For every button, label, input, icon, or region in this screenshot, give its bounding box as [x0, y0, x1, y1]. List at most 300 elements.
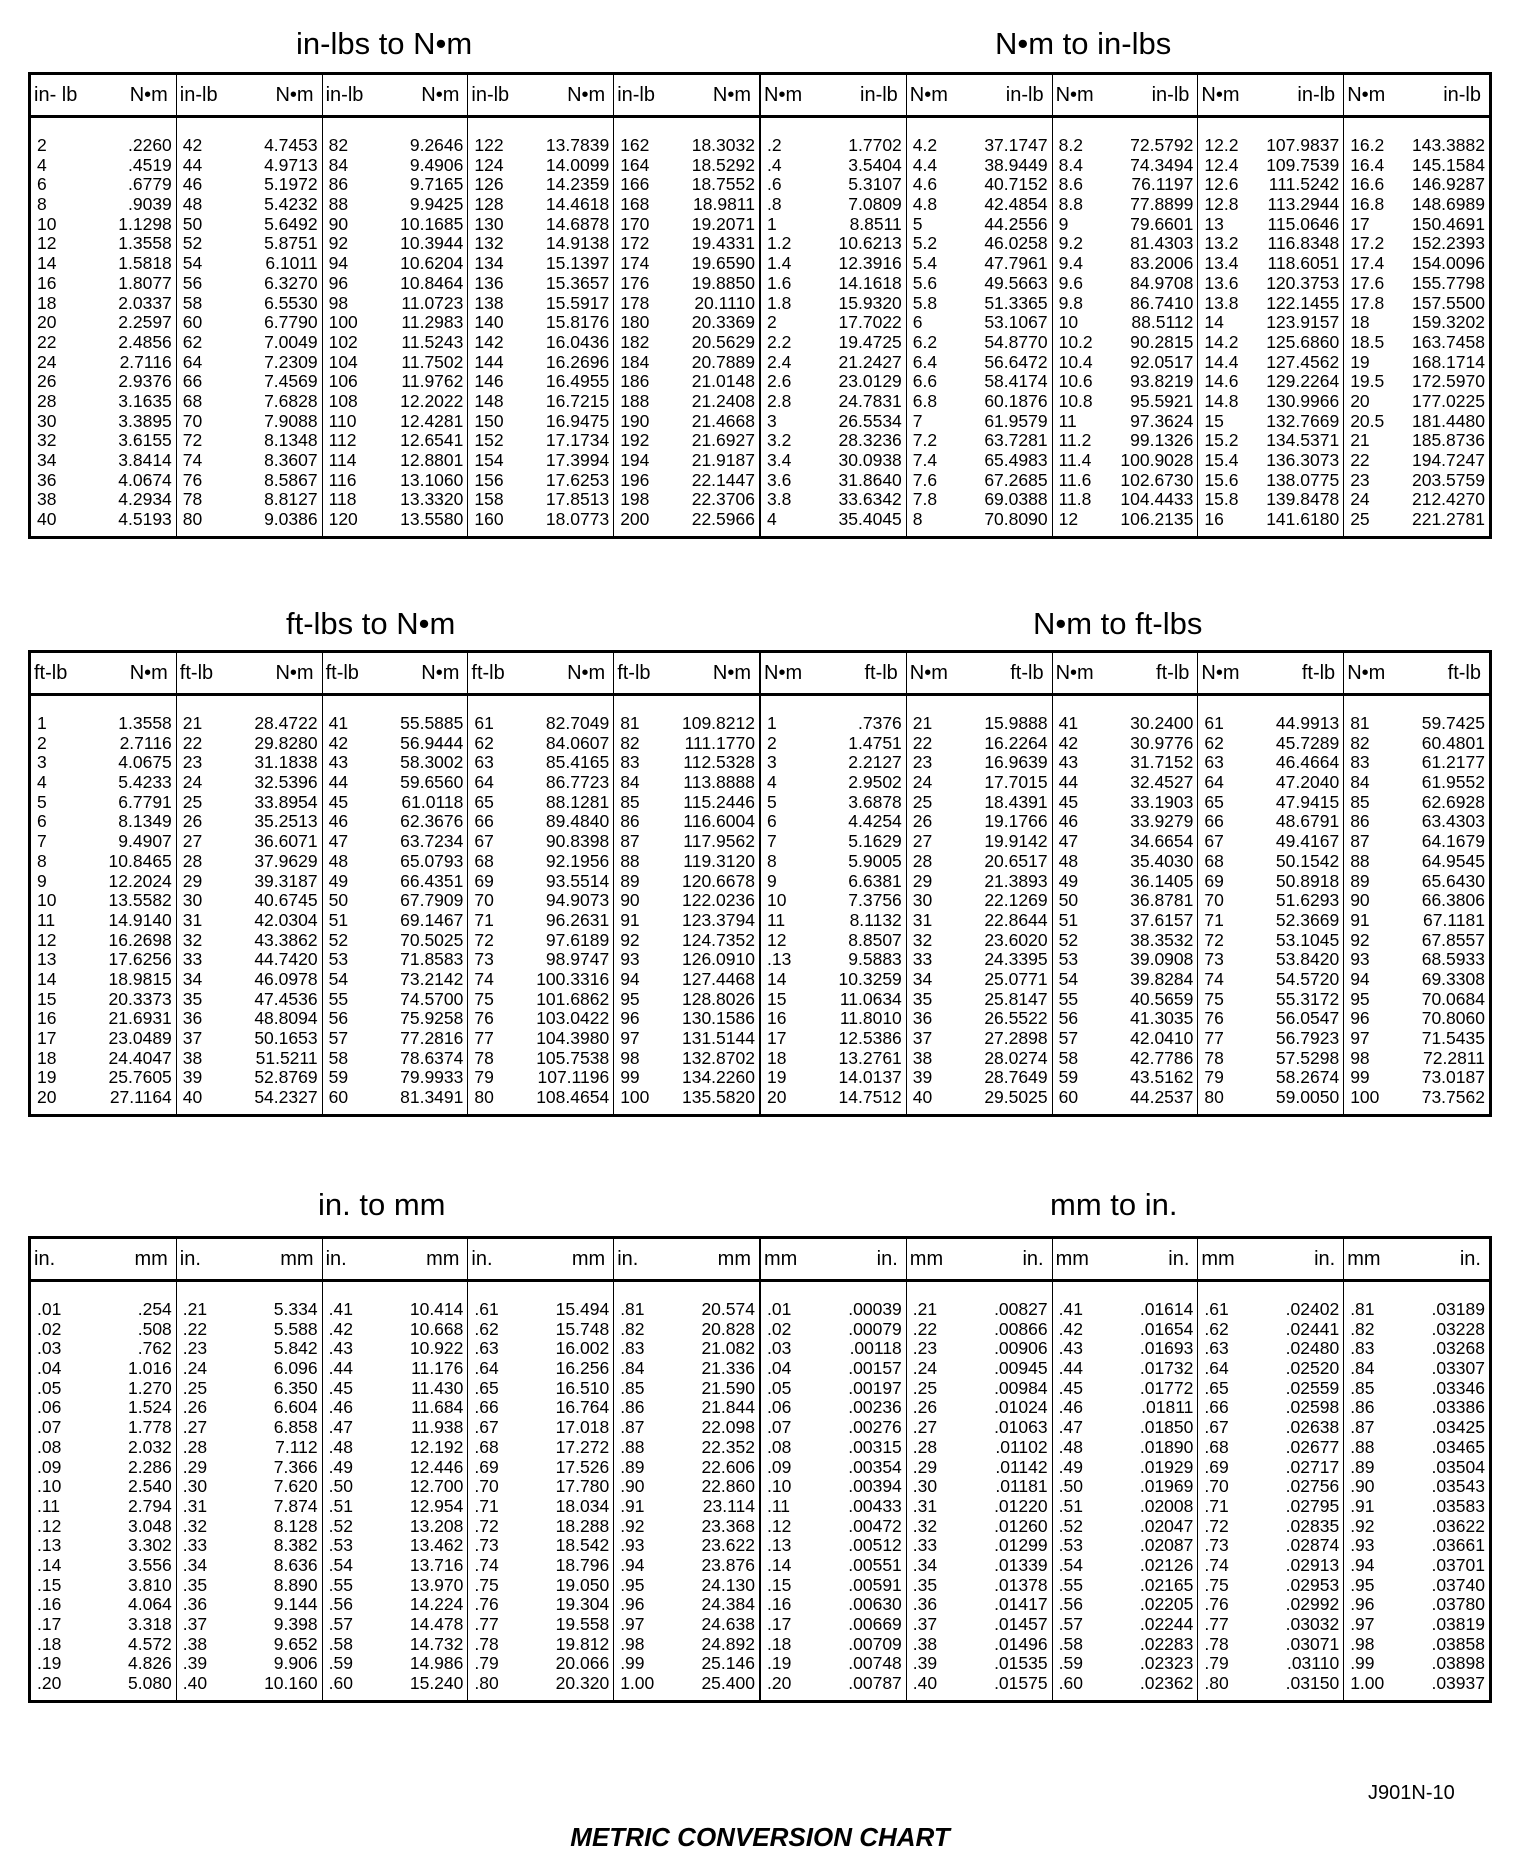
table-row	[1053, 392, 1198, 412]
table-row	[907, 1418, 1052, 1438]
source-value: 74	[1204, 968, 1224, 989]
column-body	[761, 118, 906, 536]
header-label: in- lb	[34, 83, 78, 106]
converted-value: .00197	[848, 1377, 902, 1398]
converted-value: 35.4030	[1130, 850, 1194, 871]
table-row	[323, 136, 468, 156]
source-value: 54	[182, 253, 203, 274]
source-value: 14.2	[1204, 331, 1239, 352]
table-row	[1053, 714, 1198, 734]
table-row	[468, 872, 613, 892]
table-row	[177, 990, 322, 1010]
table-row	[761, 970, 906, 990]
column-header	[31, 75, 176, 118]
converted-value: 5.9005	[848, 850, 902, 871]
converted-value: 9.652	[273, 1633, 318, 1654]
converted-value: 74.5700	[400, 988, 464, 1009]
source-value: .48	[1058, 1436, 1083, 1457]
source-value: 17	[37, 1028, 57, 1048]
table-row	[31, 852, 176, 872]
source-value: 89	[1350, 870, 1370, 891]
column-body	[177, 1282, 322, 1700]
converted-value: 54.2327	[254, 1087, 318, 1108]
converted-value: 8.1348	[264, 430, 318, 451]
source-value: .37	[912, 1614, 938, 1634]
converted-value: .01535	[994, 1653, 1048, 1674]
table-row	[1198, 392, 1343, 412]
section-title-nm-to-in-lbs: N•m to in-lbs	[995, 26, 1172, 61]
converted-value: 5.334	[273, 1299, 318, 1319]
table-row	[614, 1536, 759, 1556]
figure-code: J901N-10	[1368, 1782, 1455, 1804]
table-row	[761, 1438, 906, 1458]
source-value: 59	[1058, 1067, 1079, 1088]
converted-value: 15.3657	[545, 272, 610, 293]
table-row	[31, 1477, 176, 1497]
source-value: 12.4	[1204, 154, 1239, 175]
table-row	[323, 1379, 468, 1399]
table-row	[1053, 891, 1198, 911]
table-row	[1053, 1674, 1198, 1694]
column-pair	[1052, 75, 1198, 536]
table-row	[907, 136, 1052, 156]
source-value: 90	[328, 213, 349, 234]
table-row	[907, 891, 1052, 911]
table-row	[614, 175, 759, 195]
converted-value: 52.8769	[254, 1067, 318, 1088]
converted-value: 12.446	[409, 1456, 464, 1477]
source-value: 12.2	[1204, 135, 1239, 155]
converted-value: 73.2142	[400, 968, 464, 989]
column-header	[1198, 75, 1343, 118]
table-row	[907, 1497, 1052, 1517]
converted-value: 1.778	[128, 1417, 172, 1438]
source-value: 4.8	[912, 194, 938, 215]
source-value: 142	[474, 331, 504, 352]
source-value: .98	[620, 1633, 645, 1654]
converted-value: .00512	[848, 1535, 902, 1556]
converted-value: 62.3676	[400, 811, 464, 832]
column-pair	[176, 653, 322, 1114]
source-value: 21	[182, 713, 203, 733]
source-value: .62	[1204, 1318, 1229, 1339]
converted-value: 13.462	[409, 1535, 464, 1556]
converted-value: 27.2898	[984, 1028, 1048, 1048]
converted-value: 44.2556	[984, 213, 1048, 234]
source-value: .43	[328, 1338, 353, 1359]
table-row	[1198, 1576, 1343, 1596]
table-row	[614, 773, 759, 793]
source-value: 16	[767, 1008, 787, 1029]
table-row	[907, 753, 1052, 773]
table-row	[1198, 832, 1343, 852]
table-row	[907, 950, 1052, 970]
source-value: 87	[620, 831, 640, 852]
source-value: 122	[474, 135, 504, 155]
converted-value: 125.6860	[1266, 331, 1340, 352]
source-value: 74	[182, 450, 203, 470]
column-pair	[906, 653, 1052, 1114]
source-value: 52	[1058, 929, 1079, 950]
source-value: 110	[328, 410, 357, 431]
source-value: 182	[620, 331, 650, 352]
source-value: .80	[474, 1673, 499, 1694]
converted-value: 20.320	[555, 1673, 610, 1694]
table-row	[1344, 254, 1489, 274]
table-row	[1344, 891, 1489, 911]
converted-value: 71.5435	[1421, 1028, 1485, 1048]
table-row	[1198, 1458, 1343, 1478]
source-value: 77	[1204, 1028, 1224, 1048]
converted-value: 21.4668	[691, 410, 755, 431]
table-row	[1344, 931, 1489, 951]
converted-value: 28.3236	[838, 430, 902, 451]
source-value: .28	[912, 1436, 938, 1457]
source-value: 10.2	[1058, 331, 1093, 352]
converted-value: 17.8513	[545, 489, 610, 510]
converted-value: 30.9776	[1130, 732, 1194, 753]
converted-value: 134.5371	[1266, 430, 1340, 451]
source-value: 60	[328, 1087, 349, 1108]
source-value: 15.2	[1204, 430, 1239, 451]
source-value: 76	[1204, 1008, 1224, 1029]
source-value: 53	[328, 949, 349, 970]
table-row	[1344, 175, 1489, 195]
source-value: 79	[1204, 1067, 1224, 1088]
table-row	[614, 753, 759, 773]
source-value: 85	[620, 791, 640, 812]
source-value: 74	[474, 968, 494, 989]
table-row	[1198, 1398, 1343, 1418]
converted-value: 101.6862	[536, 988, 610, 1009]
converted-value: 17.1734	[545, 430, 610, 451]
column-pair	[1197, 1239, 1343, 1700]
column-body	[614, 696, 759, 1114]
header-label: in-lb	[1443, 83, 1481, 106]
source-value: .13	[767, 1535, 792, 1556]
source-value: 84	[1350, 772, 1370, 793]
column-body	[761, 696, 906, 1114]
converted-value: 15.9320	[838, 292, 902, 313]
table-row	[761, 431, 906, 451]
column-body	[1053, 1282, 1198, 1700]
source-value: 1	[37, 713, 47, 733]
source-value: 30	[912, 890, 933, 911]
table-row	[907, 1300, 1052, 1320]
column-header	[468, 1239, 613, 1282]
table-row	[1053, 1398, 1198, 1418]
source-value: .54	[328, 1554, 353, 1575]
table-row	[468, 1009, 613, 1029]
table-row	[1344, 793, 1489, 813]
converted-value: 4.0675	[118, 752, 172, 773]
header-label: N•m	[1055, 661, 1094, 684]
table-row	[761, 1418, 906, 1438]
source-value: .07	[767, 1417, 792, 1438]
table-row	[177, 510, 322, 530]
source-value: 8.8	[1058, 194, 1083, 215]
source-value: .22	[912, 1318, 938, 1339]
converted-value: 12.5386	[838, 1028, 902, 1048]
table-row	[468, 313, 613, 333]
converted-value: .03386	[1431, 1397, 1485, 1418]
table-row	[323, 412, 468, 432]
table-row	[1198, 490, 1343, 510]
source-value: 118	[328, 489, 357, 510]
converted-value: 159.3202	[1411, 312, 1485, 333]
converted-value: 127.4562	[1266, 351, 1340, 372]
converted-value: 20.828	[701, 1318, 755, 1339]
header-label: in-lb	[1151, 83, 1190, 106]
converted-value: 145.1584	[1411, 154, 1485, 175]
source-value: .46	[1058, 1397, 1083, 1418]
source-value: 54	[1058, 968, 1079, 989]
table-row	[177, 1615, 322, 1635]
converted-value: 98.9747	[545, 949, 610, 970]
table-row	[468, 1497, 613, 1517]
converted-value: 72.5792	[1130, 135, 1194, 155]
table-row	[614, 451, 759, 471]
source-value: .09	[37, 1456, 62, 1477]
source-value: 16.8	[1350, 194, 1385, 215]
converted-value: 109.7539	[1266, 154, 1340, 175]
converted-value: 2.9502	[848, 772, 902, 793]
source-value: .72	[474, 1515, 499, 1536]
source-value: .49	[1058, 1456, 1083, 1477]
converted-value: 24.384	[701, 1594, 755, 1615]
converted-value: 20.066	[555, 1653, 610, 1674]
table-row	[761, 812, 906, 832]
converted-value: 1.7702	[848, 135, 902, 155]
source-value: 10	[37, 213, 57, 234]
table-row	[323, 773, 468, 793]
converted-value: 55.3172	[1275, 988, 1340, 1009]
converted-value: 123.9157	[1266, 312, 1340, 333]
source-value: 5.4	[912, 253, 938, 274]
column-header	[614, 653, 759, 696]
source-value: .75	[474, 1574, 499, 1595]
source-value: .41	[1058, 1299, 1083, 1319]
table-row	[177, 1438, 322, 1458]
table-row	[1344, 1635, 1489, 1655]
table-row	[907, 333, 1052, 353]
source-value: 5	[37, 791, 47, 812]
table-row	[1053, 753, 1198, 773]
table-row	[614, 1009, 759, 1029]
converted-value: 13.3320	[400, 489, 464, 510]
source-value: 13	[1204, 213, 1224, 234]
source-value: .82	[1350, 1318, 1375, 1339]
converted-value: .00039	[848, 1299, 902, 1319]
source-value: 26	[912, 811, 933, 832]
converted-value: 63.7281	[984, 430, 1048, 451]
source-value: .91	[1350, 1495, 1375, 1516]
source-value: 10	[37, 890, 57, 911]
table-row	[31, 234, 176, 254]
source-value: 136	[474, 272, 504, 293]
source-value: 6.2	[912, 331, 938, 352]
table-row	[177, 1339, 322, 1359]
source-value: .65	[1204, 1377, 1229, 1398]
source-value: 78	[474, 1047, 494, 1068]
converted-value: .762	[137, 1338, 172, 1359]
table-row	[31, 254, 176, 274]
source-value: .93	[1350, 1535, 1375, 1556]
table-row	[907, 793, 1052, 813]
source-value: .91	[620, 1495, 645, 1516]
source-value: .96	[1350, 1594, 1375, 1615]
column-body	[31, 118, 176, 536]
column-header	[177, 1239, 322, 1282]
converted-value: 8.5867	[264, 469, 318, 490]
converted-value: 84.0607	[545, 732, 610, 753]
converted-value: 16.510	[555, 1377, 610, 1398]
source-value: 36	[182, 1008, 203, 1029]
table-row	[614, 156, 759, 176]
converted-value: 7.620	[273, 1476, 318, 1497]
header-label: N•m	[1201, 83, 1240, 106]
table-row	[323, 1635, 468, 1655]
source-value: 52	[328, 929, 349, 950]
converted-value: 11.8010	[839, 1008, 902, 1029]
converted-value: 25.0771	[984, 968, 1048, 989]
table-row	[177, 970, 322, 990]
table-row	[761, 234, 906, 254]
converted-value: 2.2597	[118, 312, 172, 333]
table-row	[1344, 1068, 1489, 1088]
converted-value: 15.494	[555, 1299, 610, 1319]
converted-value: 2.540	[128, 1476, 172, 1497]
converted-value: 82.7049	[545, 713, 610, 733]
table-row	[1344, 1049, 1489, 1069]
source-value: 1.4	[767, 253, 792, 274]
table-row	[323, 852, 468, 872]
converted-value: 83.2006	[1130, 253, 1194, 274]
converted-value: 20.3369	[691, 312, 755, 333]
converted-value: 113.8888	[683, 772, 755, 793]
table-row	[177, 1379, 322, 1399]
converted-value: 3.1635	[118, 390, 172, 411]
source-value: 14	[37, 253, 57, 274]
table-row	[323, 832, 468, 852]
table-row	[1053, 451, 1198, 471]
table-row	[1344, 734, 1489, 754]
converted-value: 135.5820	[681, 1087, 755, 1108]
converted-value: .02008	[1139, 1495, 1194, 1516]
source-value: 13.4	[1204, 253, 1239, 274]
converted-value: 38.3532	[1130, 929, 1194, 950]
header-label: N•m	[421, 83, 460, 106]
converted-value: 21.2408	[691, 390, 755, 411]
header-label: N•m	[1347, 83, 1386, 106]
source-value: 99	[1350, 1067, 1370, 1088]
source-value: .74	[474, 1554, 499, 1575]
source-value: 33	[912, 949, 933, 970]
converted-value: .9039	[128, 194, 172, 215]
converted-value: 14.0099	[545, 154, 610, 175]
source-value: 9	[37, 870, 47, 891]
source-value: 77	[474, 1028, 494, 1048]
converted-value: 66.4351	[400, 870, 464, 891]
converted-value: .00748	[848, 1653, 902, 1674]
table-half-left	[31, 653, 761, 1114]
converted-value: 97.6189	[545, 929, 610, 950]
table-row	[907, 990, 1052, 1010]
source-value: .59	[328, 1653, 353, 1674]
converted-value: 32.4527	[1130, 772, 1194, 793]
source-value: 47	[1058, 831, 1079, 852]
table-row	[761, 175, 906, 195]
header-label: N•m	[1055, 83, 1094, 106]
converted-value: 10.3259	[838, 968, 902, 989]
table-row	[323, 156, 468, 176]
table-row	[468, 1418, 613, 1438]
converted-value: 21.590	[701, 1377, 755, 1398]
column-pair	[322, 653, 468, 1114]
source-value: 8	[37, 194, 47, 215]
converted-value: .03071	[1285, 1633, 1340, 1654]
converted-value: 22.606	[701, 1456, 755, 1477]
table-row	[323, 1320, 468, 1340]
source-value: 9	[1058, 213, 1069, 234]
table-row	[614, 1418, 759, 1438]
table-row	[1053, 1615, 1198, 1635]
table-row	[614, 313, 759, 333]
converted-value: 14.9138	[545, 233, 610, 254]
source-value: 1	[767, 713, 777, 733]
table-row	[1053, 274, 1198, 294]
converted-value: 13.5580	[400, 509, 464, 530]
converted-value: 20.3373	[108, 988, 172, 1009]
source-value: 4.4	[912, 154, 938, 175]
source-value: 30	[182, 890, 203, 911]
converted-value: 56.0547	[1275, 1008, 1340, 1029]
source-value: .87	[620, 1417, 645, 1438]
source-value: 9.4	[1058, 253, 1083, 274]
source-value: 146	[474, 371, 504, 392]
table-row	[468, 136, 613, 156]
source-value: 97	[1350, 1028, 1370, 1048]
converted-value: 152.2393	[1411, 233, 1485, 254]
source-value: 24	[37, 351, 57, 372]
converted-value: .00354	[848, 1456, 902, 1477]
source-value: 12	[37, 233, 57, 254]
table-row	[761, 1654, 906, 1674]
converted-value: 42.0410	[1130, 1028, 1194, 1048]
source-value: 29	[182, 870, 203, 891]
table-row	[31, 1576, 176, 1596]
converted-value: 26.5522	[984, 1008, 1048, 1029]
source-value: 2.2	[767, 331, 792, 352]
converted-value: 59.6560	[400, 772, 464, 793]
source-value: .23	[912, 1338, 938, 1359]
converted-value: 103.0422	[536, 1008, 610, 1029]
table-row	[468, 1536, 613, 1556]
converted-value: 54.5720	[1275, 968, 1340, 989]
converted-value: 14.732	[409, 1633, 464, 1654]
table-row	[31, 431, 176, 451]
section-title-ft-lbs-to-nm: ft-lbs to N•m	[286, 606, 456, 641]
converted-value: 16.002	[555, 1338, 610, 1359]
converted-value: 117.9562	[683, 831, 755, 852]
source-value: 65	[1204, 791, 1224, 812]
converted-value: .01339	[994, 1554, 1048, 1575]
converted-value: 124.7352	[681, 929, 755, 950]
source-value: .14	[37, 1554, 62, 1575]
source-value: 26	[37, 371, 57, 392]
source-value: .17	[37, 1614, 62, 1634]
table-row	[1344, 471, 1489, 491]
